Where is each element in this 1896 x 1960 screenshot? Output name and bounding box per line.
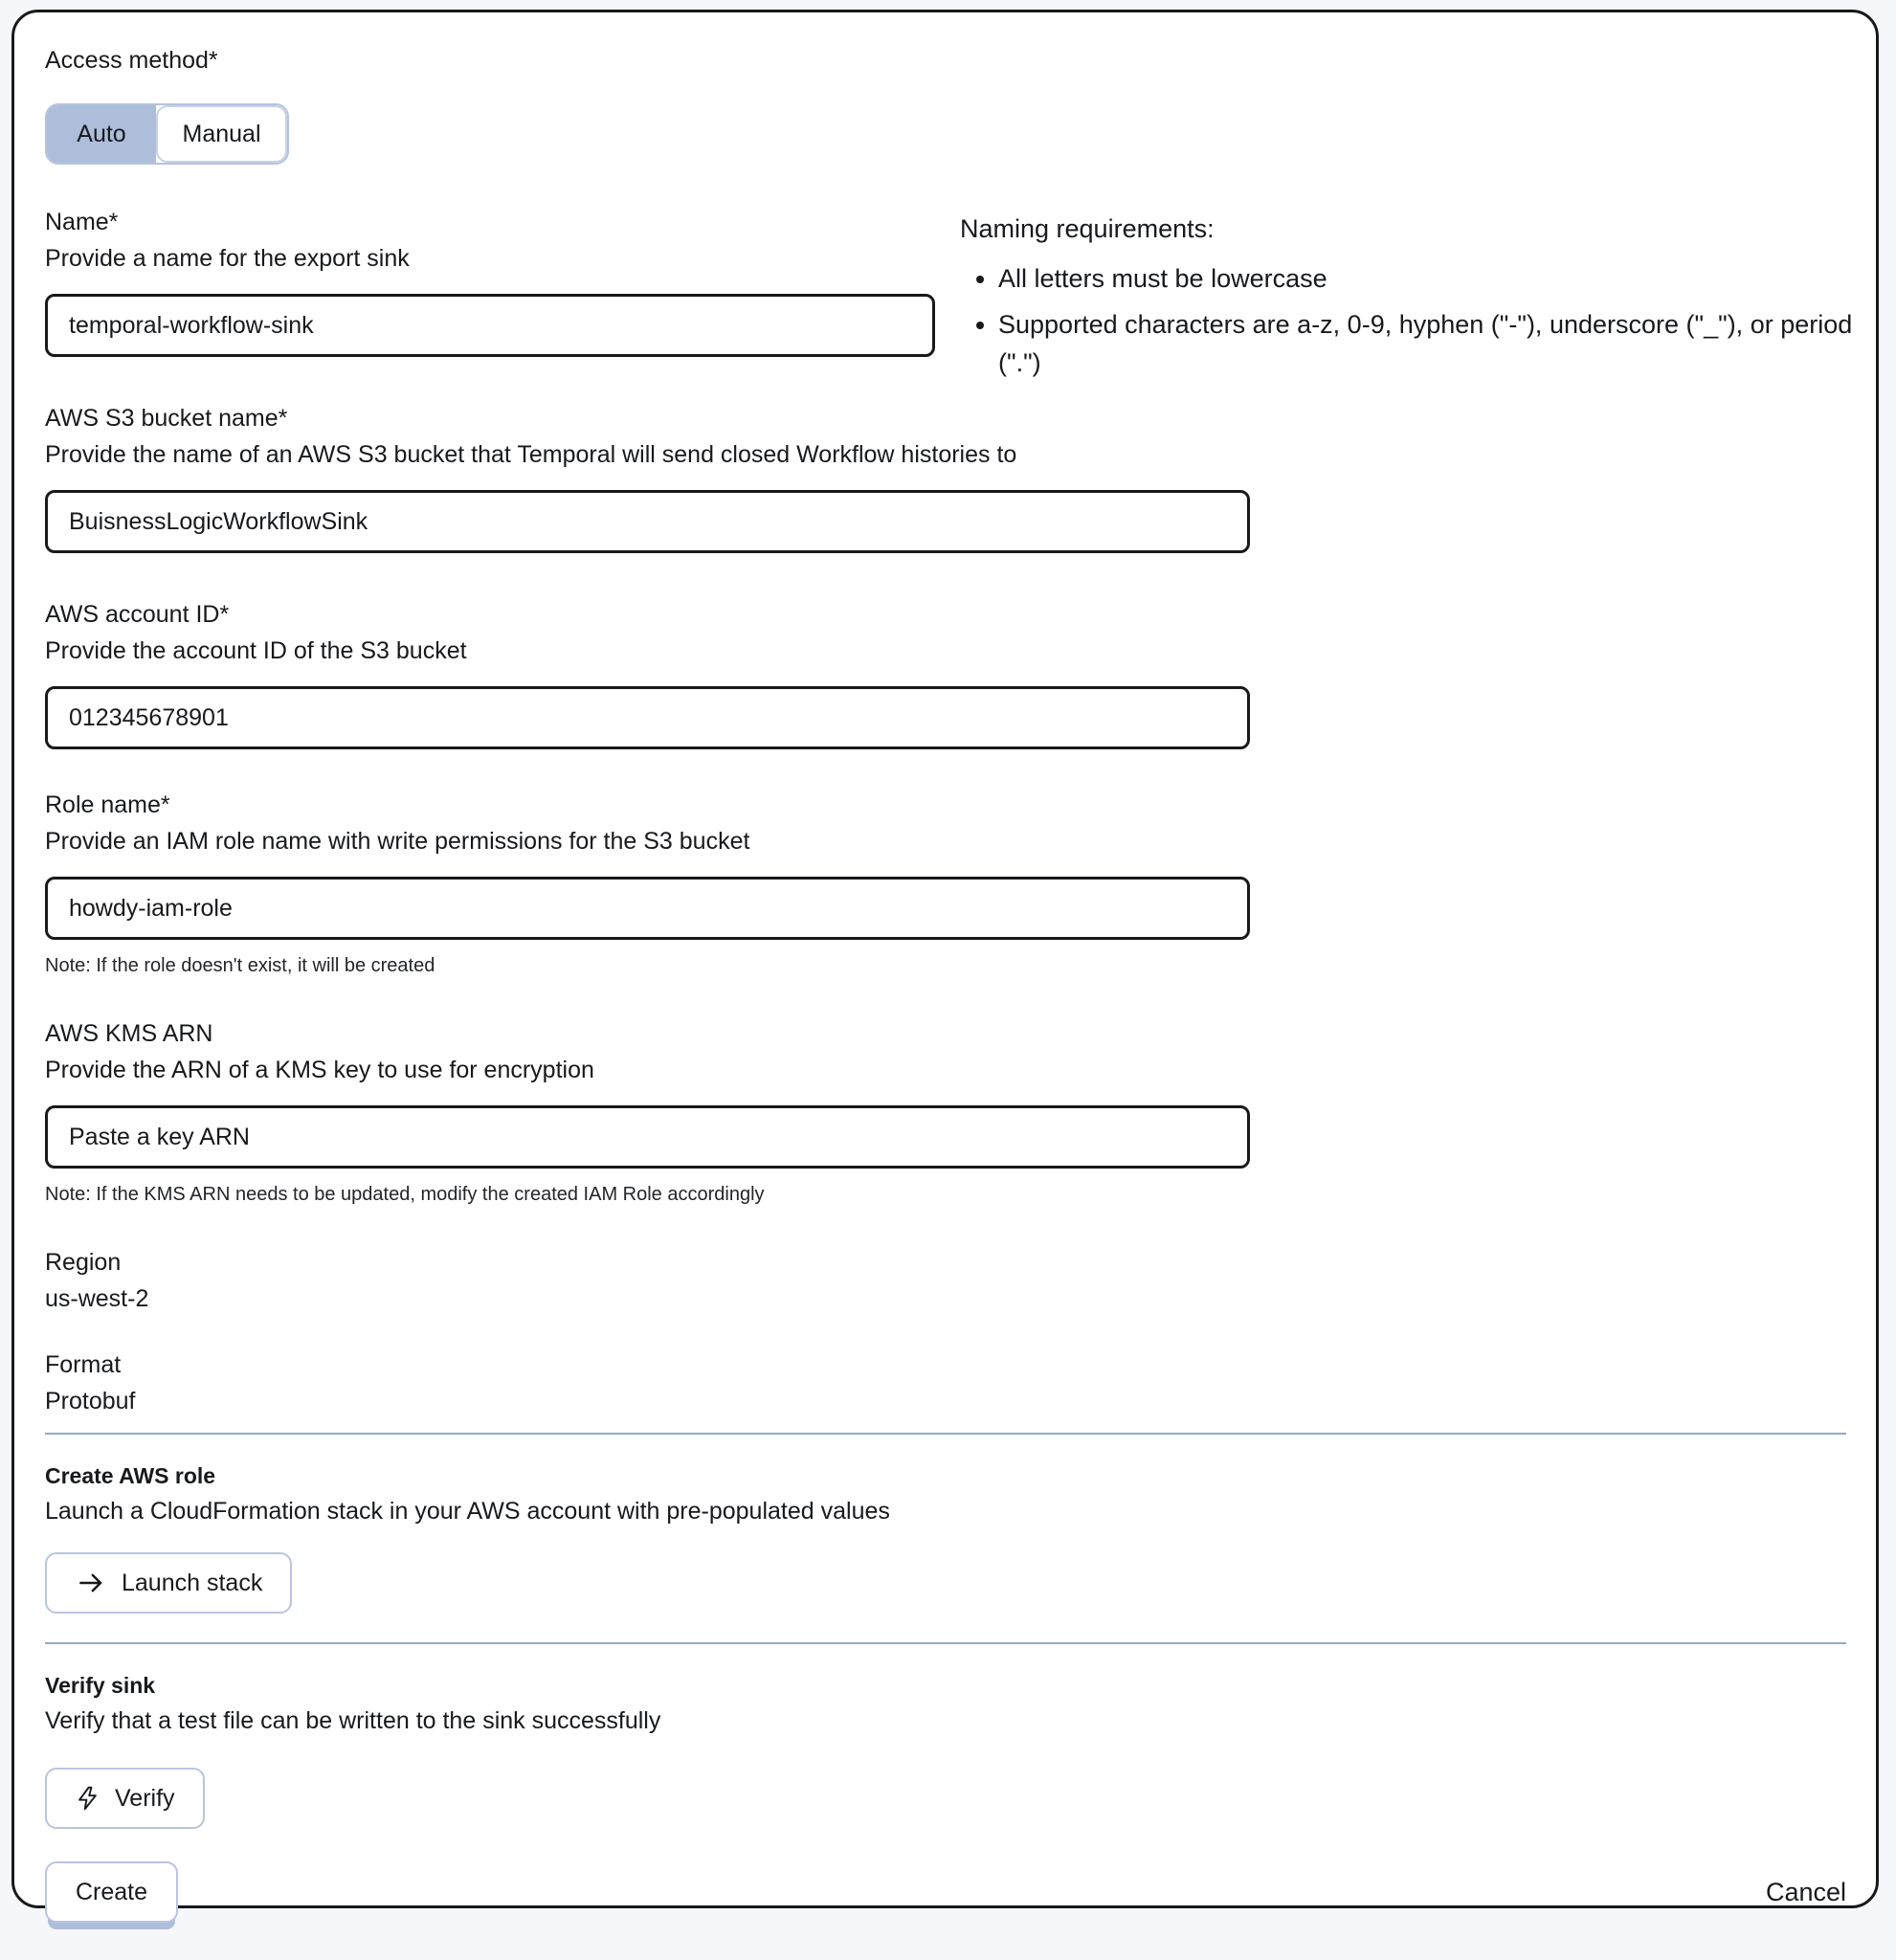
verify-button-label: Verify	[115, 1784, 175, 1812]
name-label: Name*	[45, 209, 119, 235]
verify-sink-description: Verify that a test file can be written to the sink successfully	[45, 1707, 661, 1734]
name-description: Provide a name for the export sink	[45, 245, 410, 272]
create-button-label: Create	[76, 1878, 148, 1905]
naming-requirements-list	[960, 259, 1869, 382]
kms-arn-description: Provide the ARN of a KMS key to use for encryption	[45, 1057, 594, 1083]
account-id-input[interactable]	[45, 686, 1250, 749]
access-method-toggle	[45, 103, 289, 165]
role-name-input[interactable]	[45, 877, 1250, 940]
form-content	[14, 12, 1876, 1905]
naming-requirements-title: Naming requirements:	[960, 214, 1215, 243]
arrow-right-icon	[75, 1569, 107, 1597]
bucket-input[interactable]	[45, 490, 1250, 553]
section-divider	[45, 1642, 1846, 1644]
naming-requirement-item: • All letters must be lowercase	[998, 259, 1869, 298]
kms-arn-input[interactable]	[45, 1105, 1250, 1169]
account-id-description: Provide the account ID of the S3 bucket	[45, 637, 467, 664]
launch-stack-button-label: Launch stack	[122, 1569, 263, 1596]
format-label: Format	[45, 1351, 122, 1378]
name-input[interactable]	[45, 294, 935, 357]
verify-sink-title: Verify sink	[45, 1673, 156, 1698]
naming-requirements-panel	[960, 212, 1869, 390]
create-aws-role-title: Create AWS role	[45, 1463, 216, 1488]
cancel-link[interactable]: Cancel	[1765, 1877, 1846, 1906]
role-name-label: Role name*	[45, 791, 170, 818]
create-aws-role-description: Launch a CloudFormation stack in your AWS account with pre-populated values	[45, 1498, 890, 1525]
bucket-description: Provide the name of an AWS S3 bucket that Temporal will send closed Workflow histories to	[45, 441, 1017, 468]
launch-stack-button[interactable]	[45, 1552, 292, 1614]
section-divider	[45, 1433, 1846, 1435]
naming-requirement-item: • Supported characters are a-z, 0-9, hyphen ("-"), underscore ("_"), or period (".")	[998, 305, 1869, 382]
kms-arn-note: Note: If the KMS ARN needs to be updated, modify the created IAM Role accordingly	[45, 1184, 765, 1205]
lightning-icon	[75, 1784, 100, 1813]
region-value: us-west-2	[45, 1285, 149, 1312]
account-id-label: AWS account ID*	[45, 601, 230, 628]
role-name-description: Provide an IAM role name with write permissions for the S3 bucket	[45, 828, 750, 855]
bucket-label: AWS S3 bucket name*	[45, 405, 288, 432]
form-footer	[45, 1861, 1846, 1923]
verify-button[interactable]	[45, 1768, 205, 1829]
access-method-option-manual[interactable]: Manual	[156, 105, 287, 163]
region-label: Region	[45, 1249, 122, 1276]
kms-arn-label: AWS KMS ARN	[45, 1020, 213, 1047]
role-name-note: Note: If the role doesn't exist, it will be created	[45, 955, 435, 976]
access-method-option-auto[interactable]: Auto	[47, 105, 156, 163]
export-sink-form-card	[11, 10, 1879, 1908]
access-method-label: Access method*	[45, 47, 218, 74]
create-button[interactable]	[45, 1861, 178, 1923]
format-value: Protobuf	[45, 1388, 136, 1414]
